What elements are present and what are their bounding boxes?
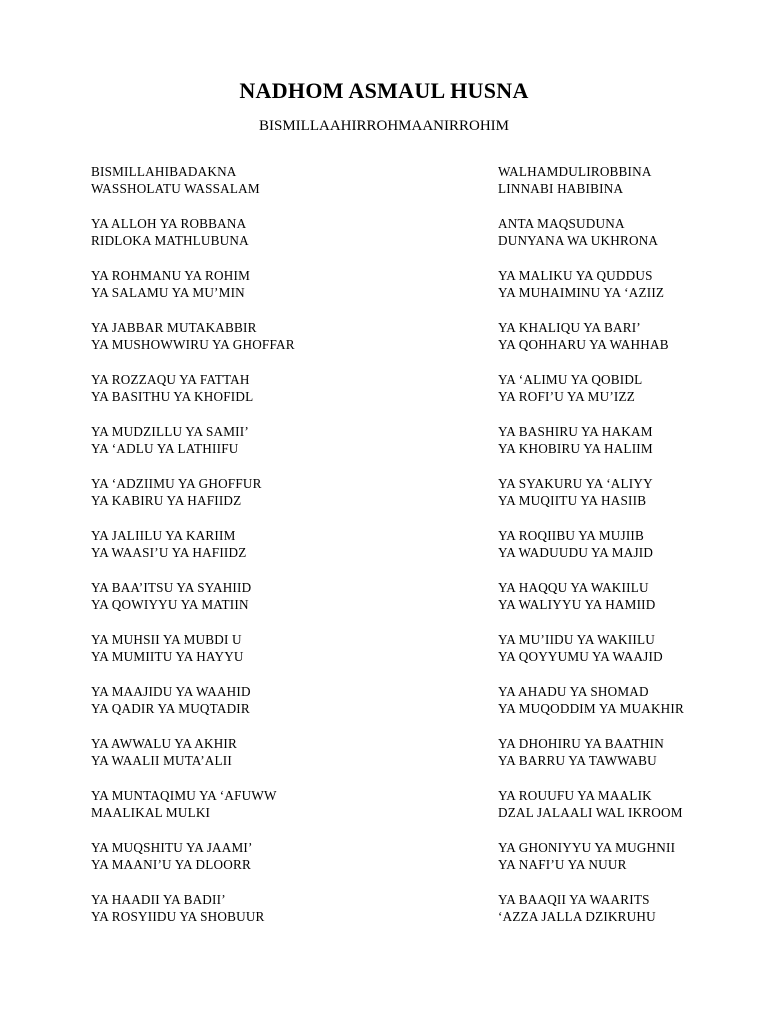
verse-line: YA HAQQU YA WAKIILU [498, 580, 649, 595]
verse-stanza [91, 631, 295, 683]
verse-line: YA KHALIQU YA BARI’ [498, 320, 641, 335]
verse-stanza [498, 215, 684, 267]
verse-line: YA BARRU YA TAWWABU [498, 753, 657, 769]
verse-stanza [91, 839, 295, 891]
verse-stanza [91, 787, 295, 839]
verse-line: YA WAALII MUTA’ALII [91, 753, 232, 769]
verse-line: YA JALIILU YA KARIIM [91, 528, 236, 543]
verse-line: YA ROHMANU YA ROHIM [91, 268, 251, 283]
verse-line: YA GHONIYYU YA MUGHNII [498, 840, 676, 855]
verse-stanza [91, 319, 295, 371]
verse-line: YA WAASI’U YA HAFIIDZ [91, 545, 247, 561]
verse-line: WALHAMDULIROBBINA [498, 164, 652, 179]
verse-line: LINNABI HABIBINA [498, 181, 624, 197]
verse-stanza [91, 267, 295, 319]
verse-stanza [91, 215, 295, 267]
verse-line: YA QADIR YA MUQTADIR [91, 701, 250, 717]
verse-line: YA ‘ADZIIMU YA GHOFFUR [91, 476, 262, 491]
verse-stanza [498, 163, 684, 215]
verse-line: YA QOWIYYU YA MATIIN [91, 597, 249, 613]
verse-line: YA ROSYIIDU YA SHOBUUR [91, 909, 265, 925]
verse-line: YA ROUUFU YA MAALIK [498, 788, 652, 803]
verse-stanza [91, 891, 295, 943]
verse-line: YA MUQODDIM YA MUAKHIR [498, 701, 684, 717]
left-column [91, 163, 295, 943]
verse-line: YA KABIRU YA HAFIIDZ [91, 493, 242, 509]
verse-line: YA HAADII YA BADII’ [91, 892, 226, 907]
verse-line: YA ALLOH YA ROBBANA [91, 216, 247, 231]
verse-line: DUNYANA WA UKHRONA [498, 233, 659, 249]
verse-line: YA ‘ALIMU YA QOBIDL [498, 372, 643, 387]
page-subtitle: BISMILLAAHIRROHMAANIRROHIM [258, 118, 509, 134]
verse-line: BISMILLAHIBADAKNA [91, 164, 237, 179]
verse-stanza [498, 839, 684, 891]
verse-stanza [91, 475, 295, 527]
verse-line: YA DHOHIRU YA BAATHIN [498, 736, 664, 751]
verse-line: YA QOHHARU YA WAHHAB [498, 337, 669, 353]
verse-stanza [91, 423, 295, 475]
verse-stanza [498, 683, 684, 735]
verse-line: YA MALIKU YA QUDDUS [498, 268, 653, 283]
verse-line: WASSHOLATU WASSALAM [91, 181, 260, 197]
verse-stanza [498, 787, 684, 839]
verse-stanza [498, 735, 684, 787]
verse-stanza [498, 891, 684, 943]
verse-line: YA MUMIITU YA HAYYU [91, 649, 244, 665]
verse-stanza [91, 527, 295, 579]
verse-stanza [498, 371, 684, 423]
verse-stanza [91, 683, 295, 735]
verse-line: YA MUSHOWWIRU YA GHOFFAR [91, 337, 295, 353]
verse-line: YA JABBAR MUTAKABBIR [91, 320, 257, 335]
verse-line: YA ‘ADLU YA LATHIIFU [91, 441, 239, 457]
verse-stanza [498, 267, 684, 319]
page-title: NADHOM ASMAUL HUSNA [239, 78, 529, 103]
verse-line: YA MAANI’U YA DLOORR [91, 857, 251, 873]
verse-stanza [498, 527, 684, 579]
verse-stanza [91, 371, 295, 423]
verse-line: RIDLOKA MATHLUBUNA [91, 233, 249, 249]
verse-line: YA SALAMU YA MU’MIN [91, 285, 245, 301]
verse-line: YA MU’IIDU YA WAKIILU [498, 632, 655, 647]
verse-line: YA ROFI’U YA MU’IZZ [498, 389, 636, 405]
verse-stanza [498, 319, 684, 371]
verse-line: YA WALIYYU YA HAMIID [498, 597, 656, 613]
verse-line: YA BASHIRU YA HAKAM [498, 424, 653, 439]
verse-stanza [498, 631, 684, 683]
verse-line: ‘AZZA JALLA DZIKRUHU [498, 909, 656, 925]
verse-line: DZAL JALAALI WAL IKROOM [498, 805, 683, 821]
verse-stanza [91, 579, 295, 631]
verse-line: YA WADUUDU YA MAJID [498, 545, 654, 561]
verse-line: YA MUQIITU YA HASIIB [498, 493, 647, 509]
verse-line: YA AHADU YA SHOMAD [498, 684, 649, 699]
verse-line: YA AWWALU YA AKHIR [91, 736, 238, 751]
right-column [498, 163, 684, 943]
verse-line: YA ROQIIBU YA MUJIIB [498, 528, 645, 543]
verse-line: YA MUNTAQIMU YA ‘AFUWW [91, 788, 277, 803]
verse-line: YA NAFI’U YA NUUR [498, 857, 627, 873]
verse-line: YA MUDZILLU YA SAMII’ [91, 424, 249, 439]
verse-line: YA BAA’ITSU YA SYAHIID [91, 580, 252, 595]
verse-stanza [498, 423, 684, 475]
verse-line: MAALIKAL MULKI [91, 805, 211, 821]
verse-line: YA BAAQII YA WAARITS [498, 892, 650, 907]
verse-stanza [498, 475, 684, 527]
verse-line: YA QOYYUMU YA WAAJID [498, 649, 663, 665]
verse-line: YA MAAJIDU YA WAAHID [91, 684, 251, 699]
verse-line: YA BASITHU YA KHOFIDL [91, 389, 254, 405]
verse-stanza [498, 579, 684, 631]
verse-line: YA KHOBIRU YA HALIIM [498, 441, 653, 457]
verse-stanza [91, 735, 295, 787]
verse-line: YA ROZZAQU YA FATTAH [91, 372, 250, 387]
verse-line: YA SYAKURU YA ‘ALIYY [498, 476, 653, 491]
verse-stanza [91, 163, 295, 215]
verse-line: YA MUQSHITU YA JAAMI’ [91, 840, 253, 855]
verse-line: YA MUHSII YA MUBDI U [91, 632, 242, 647]
verse-line: YA MUHAIMINU YA ‘AZIIZ [498, 285, 665, 301]
verse-line: ANTA MAQSUDUNA [498, 216, 625, 231]
